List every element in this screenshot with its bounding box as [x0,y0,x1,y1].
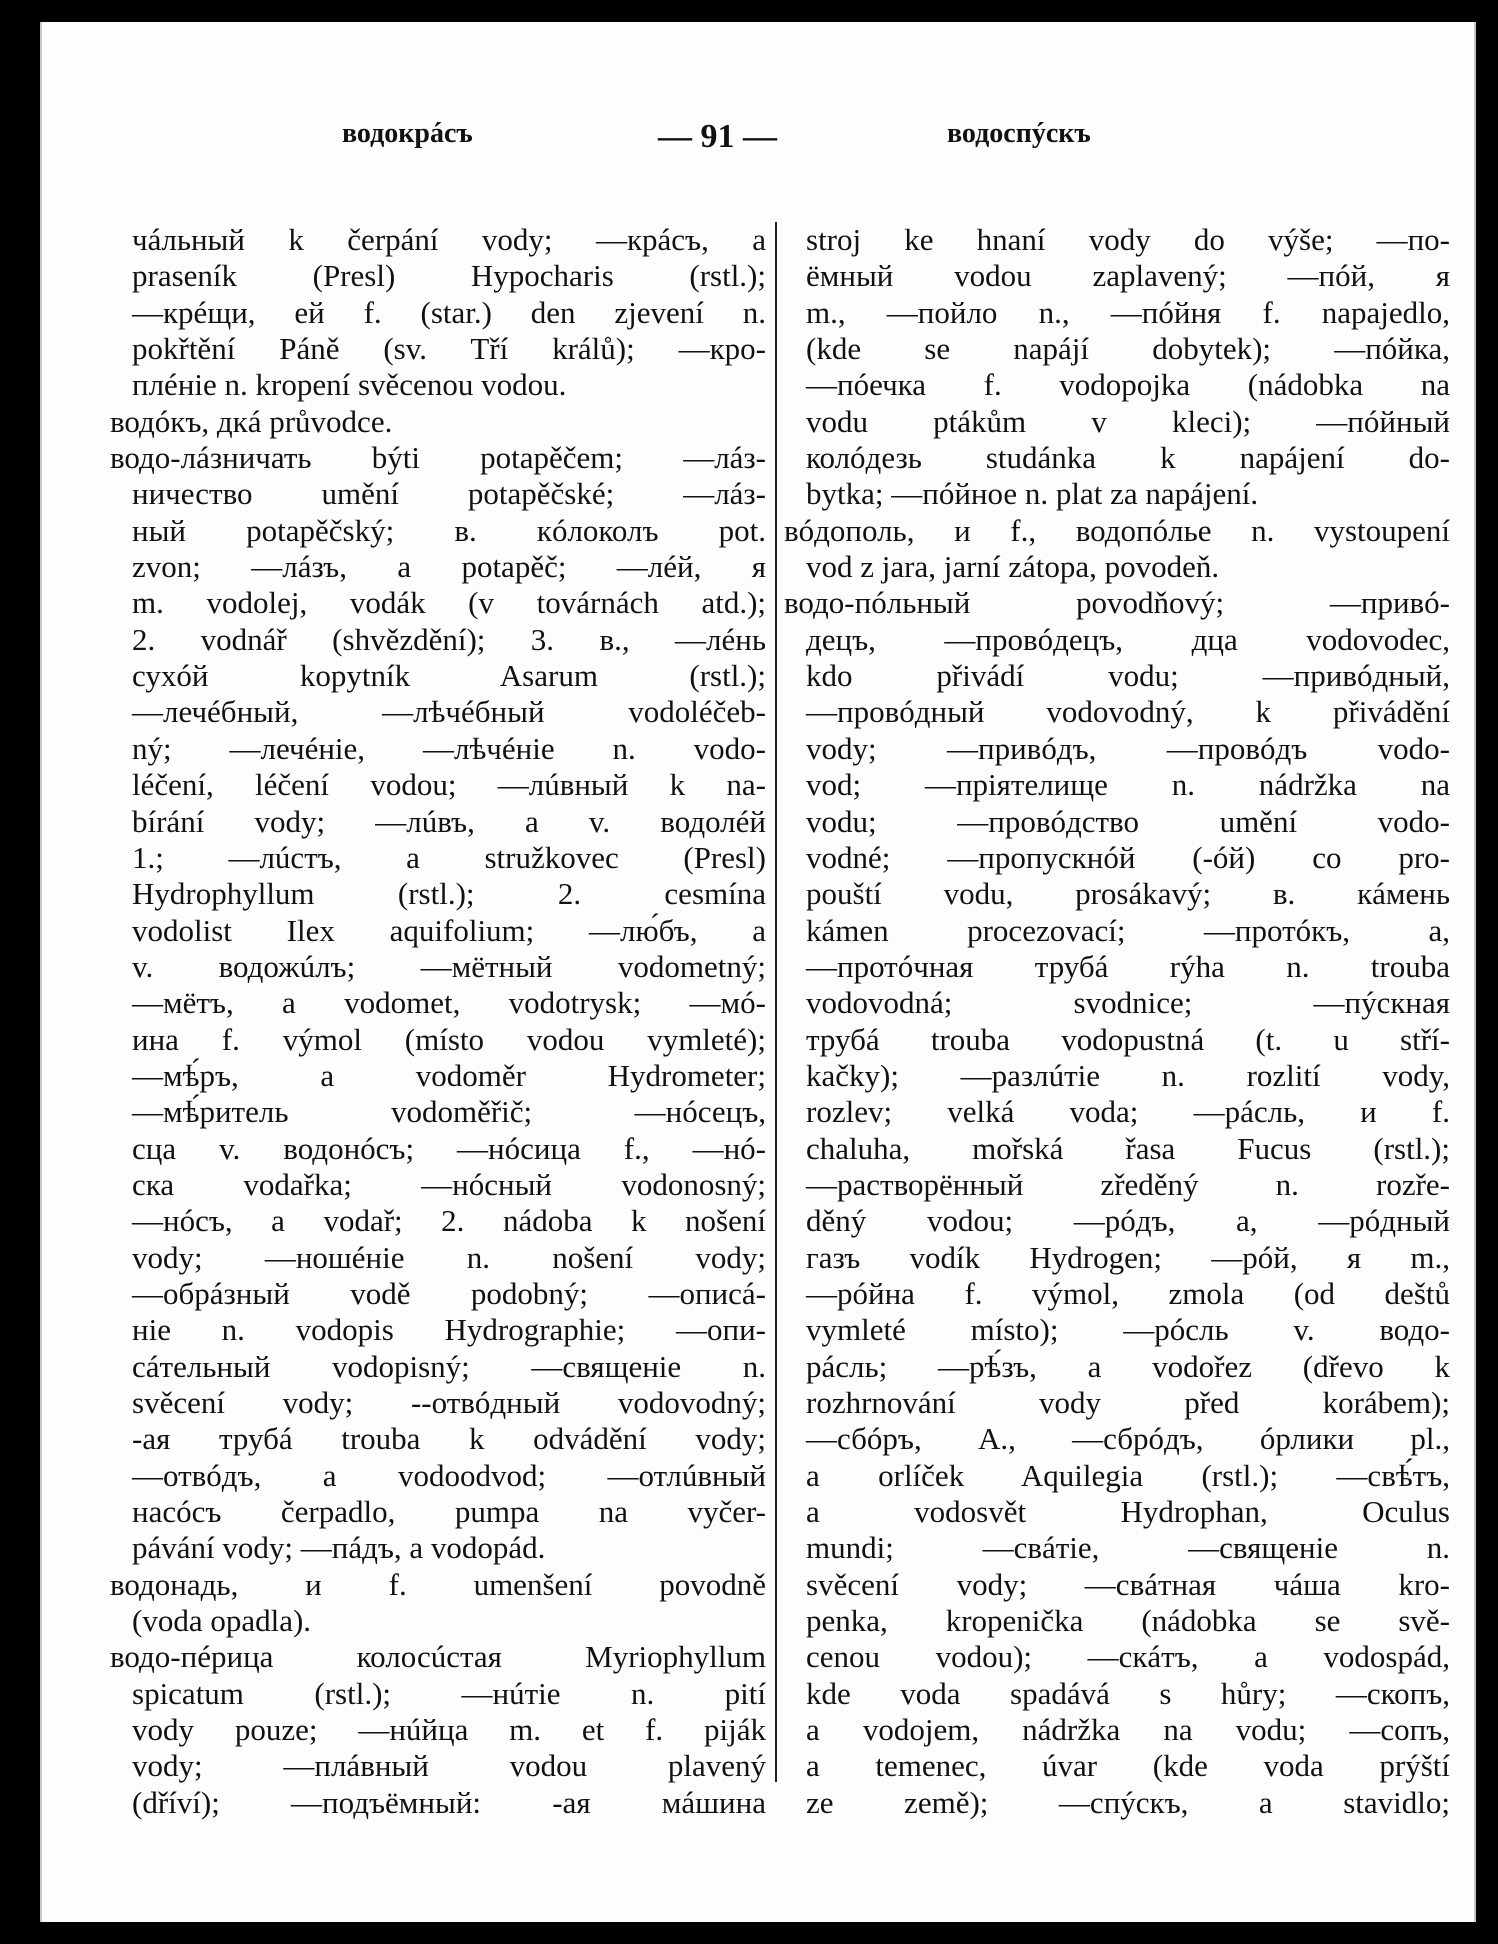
entry-line: bírání vody; —лúвъ, a v. водолéй [132,803,766,839]
entry-headword-line: водо-пóльный povodňový; —привó- [784,585,1450,621]
entry-headword-line: водонадь, и f. umenšení povodně [110,1566,766,1602]
entry-line: vymleté místo); —рóсль v. водо- [806,1312,1450,1348]
entry-line: трубá trouba vodopustná (t. u stří- [806,1021,1450,1057]
entry-line: ze země); —спýскъ, a stavidlo; [806,1784,1450,1820]
entry-line: —нóсъ, a vodař; 2. nádoba k nošení [132,1203,766,1239]
dictionary-page [40,22,1476,1922]
entry-line: vod z jara, jarní zátopa, povodeň. [806,549,1220,585]
entry-line: 1.; —лúстъ, a stružkovec (Presl) [132,839,766,875]
entry-line: —растворённый zředěný n. rozře- [806,1166,1450,1202]
entry-line: kde voda spadává s hůry; —скопъ, [806,1675,1450,1711]
entry-line: rozhrnování vody před korábem); [806,1385,1450,1420]
entry-line: vod; —пріятелище n. nádržka na [806,767,1450,803]
entry-line: —сбóръ, А., —сбрóдъ, óрлики pl., [806,1421,1450,1457]
entry-line: —мѣ́ритель vodoměřič; —нóсецъ, [132,1094,766,1130]
entry-line: vody; —ношéніе n. nošení vody; [132,1239,766,1275]
entry-line: vodovodná; svodnice; —пýскная [806,985,1450,1021]
entry-line: сухóй kopytník Asarum (rstl.); [132,658,766,694]
entry-line: ска vodařka; —нóсный vodonosný; [132,1166,766,1202]
entry-line: Hydrophyllum (rstl.); 2. cesmína [132,876,766,912]
entry-line: rozlev; velká voda; —рáсль, и f. [806,1094,1450,1130]
entry-line: m. vodolej, vodák (v továrnách atd.); [132,585,766,621]
entry-line: чáльный k čerpání vody; —крáсъ, a [132,222,766,257]
page-number: — 91 — [658,118,777,155]
entry-line: —лечéбный, —лѣчéбный vodoléčeb- [132,694,766,730]
entry-line: vody pouze; —нúйца m. et f. piják [132,1712,766,1748]
entry-line: ина f. výmol (místo vodou vymleté); [132,1021,766,1057]
entry-line: ný; —лечéніе, —лѣчéніе n. vodo- [132,730,766,766]
entry-line: m., —пойло n., —пóйня f. napajedlo, [806,294,1450,330]
entry-line: (dříví); —подъёмный: -ая мáшина [132,1784,766,1820]
left-column [110,222,766,1821]
entry-line: vodolist Ilex aquifolium; —лю́бъ, a [132,912,766,948]
entry-line: a orlíček Aquilegia (rstl.); —свѣ́тъ, [806,1457,1450,1493]
running-head-left: водокрáсъ [342,118,473,149]
entry-line: —отвóдъ, a vodoodvod; —отлúвный [132,1457,766,1493]
entry-headword-line: вóдополь, и f., водопóлье n. vystoupení [784,512,1450,548]
entry-line: ёмный vodou zaplavený; —пóй, я [806,258,1450,294]
entry-line: vody; —плáвный vodou plavený [132,1748,766,1784]
entry-line: рáсль; —рѣ́зъ, a vodořez (dřevo k [806,1348,1450,1384]
entry-line: stroj ke hnaní vody do výše; —по- [806,222,1450,257]
entry-line: pávání vody; —пáдъ, a vodopád. [132,1530,546,1566]
entry-line: děný vodou; —рóдъ, a, —рóдный [806,1203,1450,1239]
entry-line: —мётъ, a vodomet, vodotrysk; —мó- [132,985,766,1021]
entry-line: léčení, léčení vodou; —лúвный k na- [132,767,766,803]
entry-line: mundi; —свáтіе, —священіе n. [806,1530,1450,1566]
entry-line: сáтельный vodopisný; —священіе n. [132,1348,766,1384]
entry-line: vodné; —пропускнóй (-óй) co pro- [806,839,1450,875]
entry-line: svěcení vody; —свáтная чáша kro- [806,1566,1450,1602]
entry-line: pouští vodu, prosákavý; в. кáмень [806,876,1450,912]
entry-line: bytka; —пóйное n. plat za napájení. [806,476,1259,512]
entry-line: cenou vodou); —скáтъ, a vodospád, [806,1639,1450,1675]
entry-line: —рóйна f. výmol, zmola (od deštů [806,1275,1450,1311]
entry-line: a temenec, úvar (kde voda prýští [806,1748,1450,1784]
entry-line: -ая трубá trouba k odvádění vody; [132,1421,766,1457]
entry-line: насóсъ čerpadlo, pumpa na vyčer- [132,1494,766,1530]
entry-line: vodu ptákům v kleci); —пóйный [806,403,1450,439]
entry-line: a vodosvět Hydrophan, Oculus [806,1494,1450,1530]
entry-line: kámen procezovací; —протóкъ, a, [806,912,1450,948]
running-head-right: водоспýскъ [947,118,1091,149]
entry-line: —обрáзный vodě podobný; —описá- [132,1275,766,1311]
entry-line: chaluha, mořská řasa Fucus (rstl.); [806,1130,1450,1166]
entry-line: svěcení vody; --отвóдный vodovodný; [132,1385,766,1420]
entry-line: плéніе n. kropení svěcenou vodou. [132,367,567,403]
entry-line: сца v. водонóсъ; —нóсица f., —нó- [132,1130,766,1166]
entry-line: 2. vodnář (shvězdění); 3. в., —лéнь [132,621,766,657]
entry-line: a vodojem, nádržka na vodu; —сопъ, [806,1712,1450,1748]
entry-line: —крéщи, ей f. (star.) den zjevení n. [132,294,766,330]
entry-line: ничество umění potapěčské; —лáз- [132,476,766,512]
entry-line: vody; —привóдъ, —провóдъ vodo- [806,730,1450,766]
entry-headword-line: водóкъ, дкá průvodce. [110,403,393,439]
entry-line: децъ, —провóдецъ, дца vodovodec, [806,621,1450,657]
entry-line: (voda opadla). [132,1603,312,1639]
entry-headword-line: водо-лáзничать býti potapěčem; —лáз- [110,440,766,476]
entry-line: —протóчная трубá rýha n. trouba [806,948,1450,984]
entry-line: spicatum (rstl.); —нúтіе n. pití [132,1675,766,1711]
entry-line: penka, kropenička (nádobka se svě- [806,1603,1450,1639]
entry-line: —пóечка f. vodopojka (nádobka na [806,367,1450,403]
entry-headword-line: водо-пéрица колосúстая Myriophyllum [110,1639,766,1675]
entry-line: —провóдный vodovodný, k přivádění [806,694,1450,730]
entry-line: ный potapěčský; в. кóлоколъ pot. [132,512,766,548]
entry-line: kačky); —разлúтіе n. rozlití vody, [806,1057,1450,1093]
entry-line: (kde se napájí dobytek); —пóйка, [806,331,1450,367]
entry-line: zvon; —лáзъ, a potapěč; —лéй, я [132,549,766,585]
entry-line: kdo přivádí vodu; —привóдный, [806,658,1450,694]
entry-line: pokřtění Páně (sv. Tří králů); —кро- [132,331,766,367]
entry-line: praseník (Presl) Hypocharis (rstl.); [132,258,766,294]
entry-line: —мѣ́ръ, a vodoměr Hydrometer; [132,1057,766,1093]
column-divider [775,222,777,1782]
entry-line: газъ vodík Hydrogen; —рóй, я m., [806,1239,1450,1275]
right-column [784,222,1450,1821]
entry-line: ніе n. vodopis Hydrographie; —опи- [132,1312,766,1348]
entry-line: колóдезь studánka k napájení do- [806,440,1450,476]
entry-line: vodu; —провóдство umění vodo- [806,803,1450,839]
entry-line: v. водожúлъ; —мётный vodometný; [132,948,766,984]
